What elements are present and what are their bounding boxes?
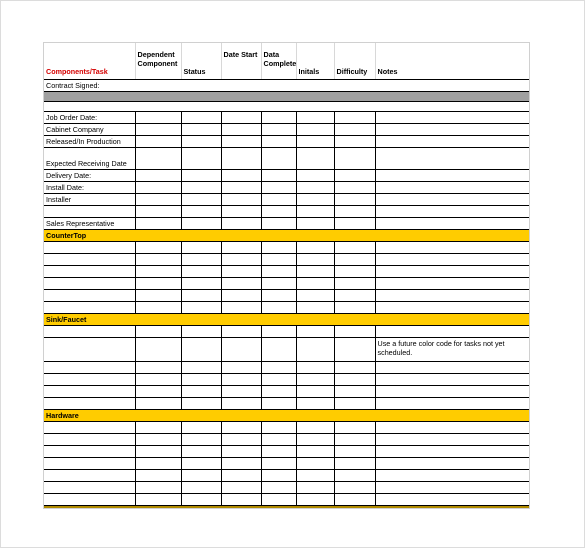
row-label: Installer [44,194,135,206]
header-components-task: Components/Task [44,43,135,80]
table-row [44,434,529,446]
contract-signed-row [44,80,529,92]
table-row [44,254,529,266]
table-row [44,458,529,470]
header-status: Status [181,43,221,80]
section-label: Sink/Faucet [44,314,529,326]
row-label: Delivery Date: [44,170,135,182]
table-row [44,374,529,386]
table-row [44,338,529,362]
table-row [44,386,529,398]
table-row [44,290,529,302]
spreadsheet [43,42,530,509]
table-row [44,422,529,434]
table-row [44,470,529,482]
section-countertop [44,230,529,242]
table-row [44,148,529,170]
row-label: Released/In Production [44,136,135,148]
table-row [44,170,529,182]
contract-signed-label: Contract Signed: [44,80,529,92]
section-sink-faucet [44,314,529,326]
table-row [44,242,529,254]
table-row [44,266,529,278]
row-label: Sales Representative [44,218,135,230]
table-row [44,302,529,314]
row-label: Expected Receiving Date [44,148,135,170]
table-row [44,182,529,194]
gray-separator-bar [44,92,529,102]
table-row [44,278,529,290]
table-row [44,398,529,410]
table-row [44,326,529,338]
task-table [44,43,529,506]
table-row [44,218,529,230]
bottom-rule [44,506,529,508]
table-row [44,136,529,148]
table-row [44,482,529,494]
table-row [44,446,529,458]
header-initials: Initals [296,43,334,80]
header-difficulty: Difficulty [334,43,375,80]
table-row [44,124,529,136]
section-hardware [44,410,529,422]
row-label: Install Date: [44,182,135,194]
table-row [44,362,529,374]
header-row [44,43,529,80]
blank-separator-row [44,102,529,112]
row-label [44,206,135,218]
table-row [44,112,529,124]
header-date-start: Date Start [221,43,261,80]
header-notes: Notes [375,43,529,80]
section-label: CounterTop [44,230,529,242]
row-label: Cabinet Company [44,124,135,136]
table-row [44,194,529,206]
header-dependent-component: Dependent Component [135,43,181,80]
header-data-completed: Data Complete [261,43,296,80]
table-row [44,494,529,506]
row-label: Job Order Date: [44,112,135,124]
section-label: Hardware [44,410,529,422]
table-row [44,206,529,218]
sink-note: Use a future color code for tasks not yet scheduled. [375,338,529,362]
